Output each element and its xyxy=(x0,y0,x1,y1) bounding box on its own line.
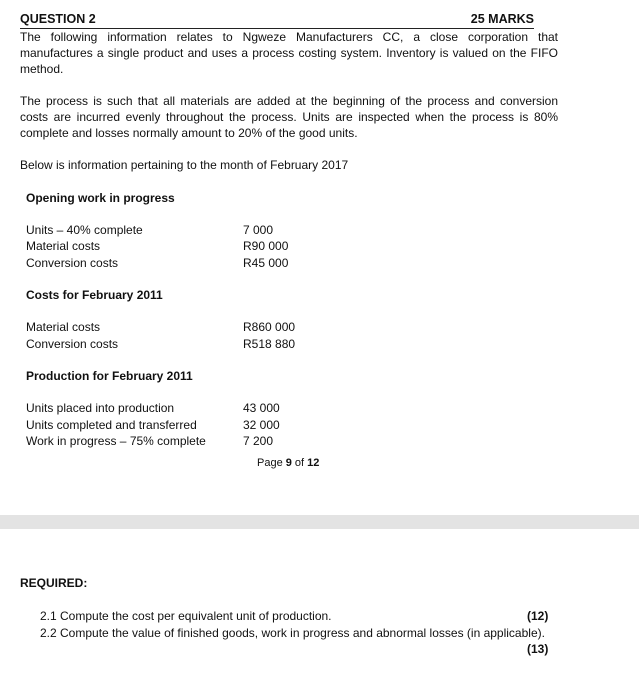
costs-value: R518 880 xyxy=(243,337,296,351)
opening-wip-value: R45 000 xyxy=(243,256,289,270)
required-item-text: 2.1 Compute the cost per equivalent unit of production. xyxy=(40,609,332,623)
production-value: 7 200 xyxy=(243,434,274,448)
costs-label: Material costs xyxy=(26,320,101,334)
required-item-marks: (13) xyxy=(527,642,549,656)
page-total: 12 xyxy=(307,457,320,469)
opening-wip-label: Material costs xyxy=(26,239,101,253)
question-number: QUESTION 2 xyxy=(20,12,96,26)
page-prefix: Page xyxy=(257,457,286,469)
production-label: Units completed and transferred xyxy=(26,418,197,432)
opening-wip-value: 7 000 xyxy=(243,223,274,237)
opening-wip-label: Conversion costs xyxy=(26,256,119,270)
question-marks: 25 MARKS xyxy=(470,12,534,26)
required-item-text: 2.2 Compute the value of finished goods, work in progress and abnormal losses (in applicable). xyxy=(40,626,545,640)
opening-wip-title: Opening work in progress xyxy=(26,191,175,205)
question-header xyxy=(20,12,534,29)
opening-wip-label: Units – 40% complete xyxy=(26,223,143,237)
page-break-divider xyxy=(0,515,639,529)
costs-label: Conversion costs xyxy=(26,337,119,351)
required-title: REQUIRED: xyxy=(20,576,88,590)
production-label: Units placed into production xyxy=(26,401,175,415)
production-value: 32 000 xyxy=(243,418,280,432)
costs-value: R860 000 xyxy=(243,320,296,334)
required-item-marks: (12) xyxy=(527,609,549,623)
production-label: Work in progress – 75% complete xyxy=(26,434,206,448)
costs-title: Costs for February 2011 xyxy=(26,288,163,302)
production-value: 43 000 xyxy=(243,401,280,415)
production-title: Production for February 2011 xyxy=(26,369,193,383)
page-current: 9 xyxy=(285,457,292,469)
page-indicator xyxy=(257,457,319,469)
page-middle: of xyxy=(291,457,308,469)
intro-paragraph-3: Below is information pertaining to the month of February 2017 xyxy=(20,158,349,172)
intro-paragraph-2: The process is such that all materials are added at the beginning of the process and conversion costs are incurred evenly throughout the process. Units are inspected when the process is 80% complete and losses normally amount to 20% of the good units. xyxy=(20,94,558,140)
opening-wip-value: R90 000 xyxy=(243,239,289,253)
intro-paragraph-1: The following information relates to Ngweze Manufacturers CC, a close corporation that manufactures a single product and uses a process costing system. Inventory is valued on the FIFO method. xyxy=(20,30,558,76)
